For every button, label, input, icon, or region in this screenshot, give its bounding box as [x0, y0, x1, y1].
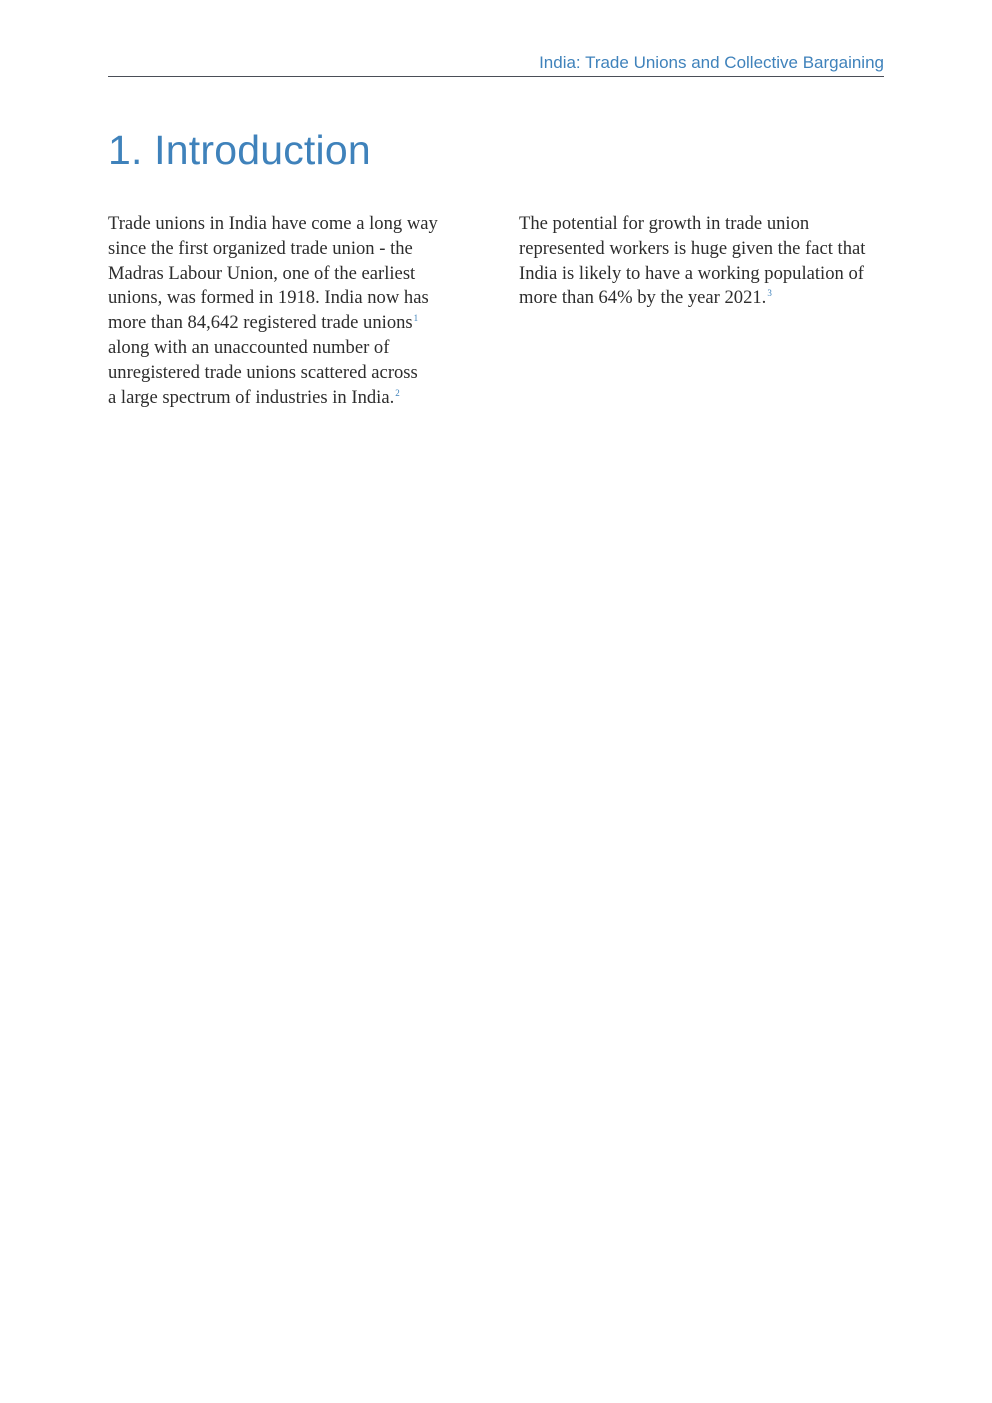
running-header-title: India: Trade Unions and Collective Bargaining [539, 53, 884, 72]
paragraph-line-with-footnote [519, 286, 887, 311]
paragraph-line: unions, was formed in 1918. India now has [108, 287, 429, 309]
footnote-ref-1[interactable]: 1 [413, 313, 419, 324]
paragraph-line: since the first organized trade union - the [108, 237, 413, 259]
footnote-ref-3[interactable]: 3 [767, 288, 772, 299]
right-column-paragraph [519, 212, 887, 311]
paragraph-line: Trade unions in India have come a long way [108, 213, 438, 234]
paragraph-line-text: more than 84,642 registered trade unions [108, 312, 413, 334]
paragraph-line-text: more than 64% by the year 2021. [519, 287, 767, 309]
paragraph-line-with-footnote [108, 386, 458, 411]
paragraph-line: represented workers is huge given the fact that [519, 237, 866, 259]
left-column-paragraph [108, 212, 458, 410]
footnote-ref-2[interactable]: 2 [395, 387, 400, 398]
section-title: 1. Introduction [108, 127, 371, 173]
paragraph-line: along with an unaccounted number of [108, 336, 390, 358]
paragraph-line: India is likely to have a working population of [519, 262, 864, 284]
paragraph-line: The potential for growth in trade union [519, 213, 810, 234]
paragraph-line-with-footnote [108, 311, 458, 336]
paragraph-line: unregistered trade unions scattered across [108, 361, 418, 383]
running-header [108, 52, 884, 77]
paragraph-line-text: a large spectrum of industries in India. [108, 386, 395, 408]
paragraph-line: Madras Labour Union, one of the earliest [108, 262, 416, 284]
